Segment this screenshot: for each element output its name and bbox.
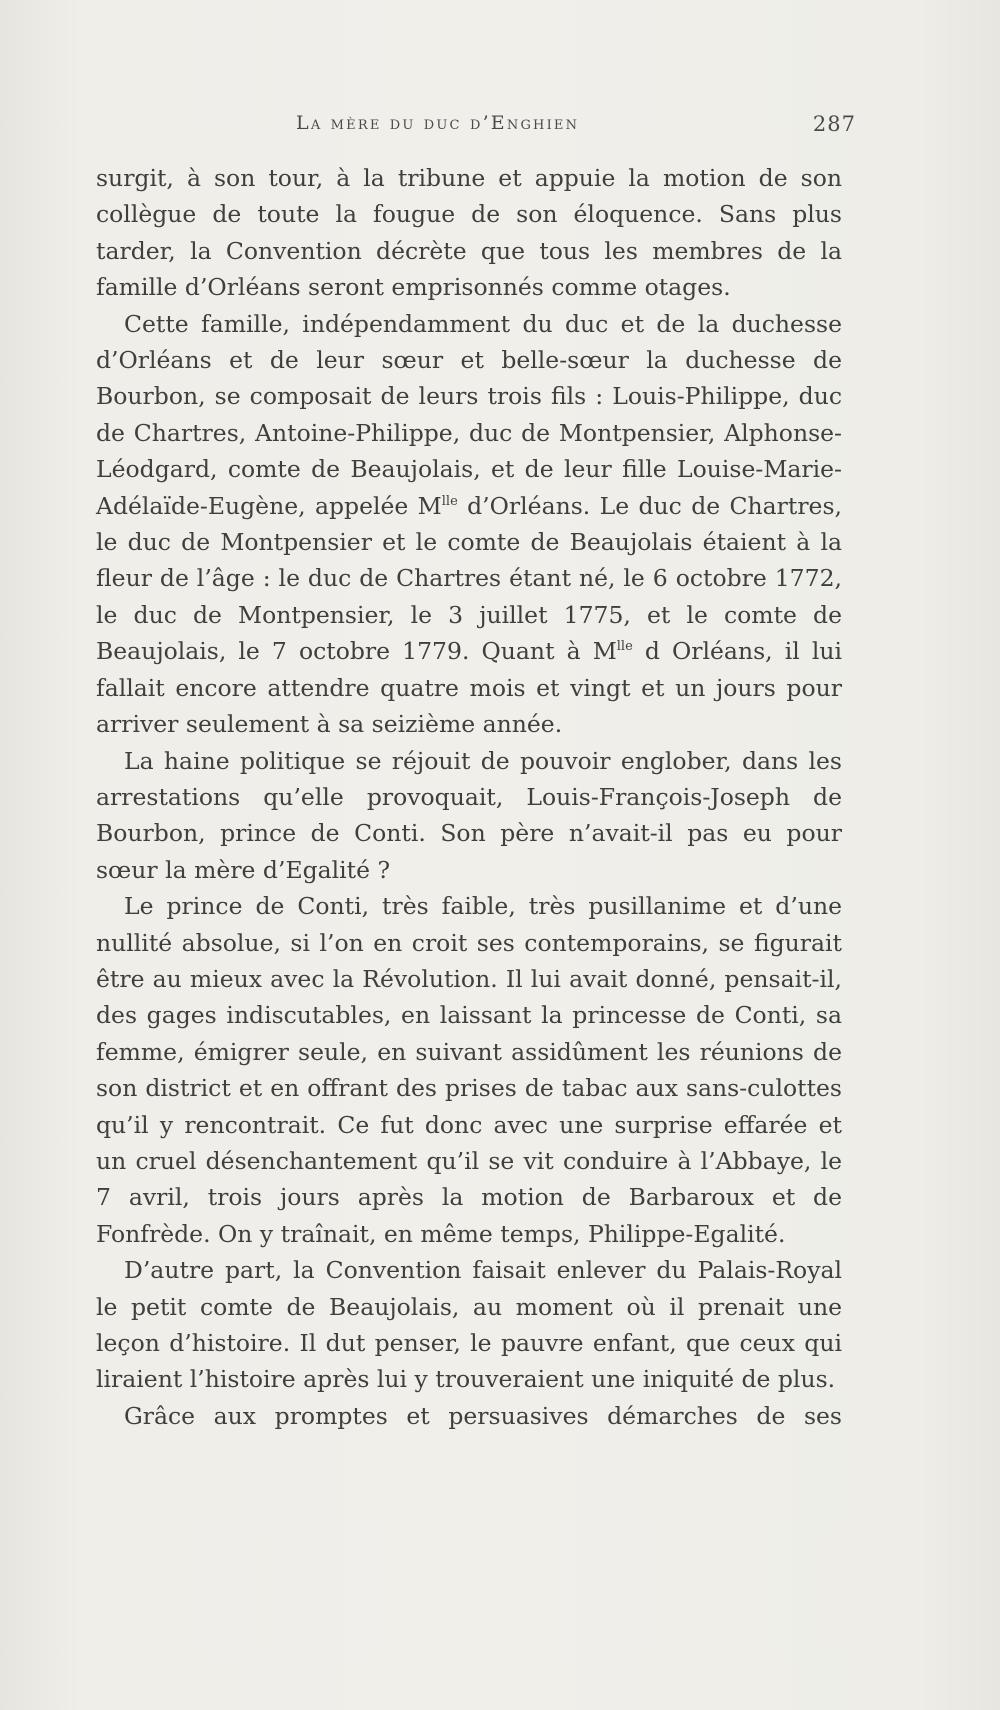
paragraph-text: d’Orléans. Le duc de Chartres, le duc de Montpensier et le comte de Beaujolais étaient à la fleur de l’âge : le duc de Chartres étant né, le 6 octobre 1772, le duc de Montpensier, le 3 juillet 1775, et le comte de Beaujolais, le 7 octobre 1779. Quant à M: [96, 491, 842, 666]
paragraph-closing: Grâce aux promptes et persuasives démarches de ses: [124, 1401, 842, 1430]
paragraph-text: Cette famille, indépendamment du duc et de la duchesse d’Orléans et de leur sœur et belle-sœur la duchesse de Bourbon, se composait de leurs trois fils : Louis-Philippe, duc de Chartres, Antoine-Philippe, duc de Montpensier, Alphonse-Léodgard, comte de Beaujolais, et de leur fille Louise-Marie-Adélaïde-Eugène, appelée M: [96, 309, 842, 520]
paragraph-text: d Orléans, il lui fallait encore attendre quatre mois et vingt et un jours pour arriver seulement à sa seizième année.: [96, 637, 842, 739]
page-number: 287: [812, 112, 856, 136]
paragraph-prince-conti: Le prince de Conti, très faible, très pusillanime et d’une nullité absolue, si l’on en croit ses contemporains, se figurait être au mieux avec la Révolution. Il lui avait donné, pensait-il, des gages indiscutables, en laissant la princesse de Conti, sa femme, émigrer seule, en suivant assidûment les réunions de son district et en offrant des prises de tabac aux sans-culottes qu’il y rencontrait. Ce fut donc avec une surprise effarée et un cruel désenchantement qu’il se vit conduire à l’Abbaye, le 7 avril, trois jours après la motion de Barbaroux et de Fonfrède. On y traînait, en même temps, Philippe-Egalité.: [96, 892, 842, 1248]
paragraph-orleans-family: [96, 306, 842, 743]
paragraph-beaujolais: D’autre part, la Convention faisait enlever du Palais-Royal le petit comte de Beaujolais, au moment où il prenait une leçon d’histoire. Il dut penser, le pauvre enfant, que ceux qui liraient l’histoire après lui y trouveraient une iniquité de plus.: [96, 1256, 842, 1394]
superscript-lle: lle: [616, 639, 633, 655]
body-text: [96, 160, 842, 1434]
paragraph-continuation: surgit, à son tour, à la tribune et appuie la motion de son collègue de toute la fougue de son éloquence. Sans plus tarder, la Convention décrète que tous les membres de la famille d’Orléans seront emprisonnés comme otages.: [96, 164, 842, 302]
superscript-lle: lle: [441, 493, 458, 509]
page-header: [96, 112, 856, 146]
paragraph-political-hatred: La haine politique se réjouit de pouvoir englober, dans les arrestations qu’elle provoquait, Louis-François-Joseph de Bourbon, prince de Conti. Son père n’avait-il pas eu pour sœur la mère d’Egalité ?: [96, 746, 842, 884]
running-title: La mère du duc d’Enghien: [296, 112, 580, 134]
